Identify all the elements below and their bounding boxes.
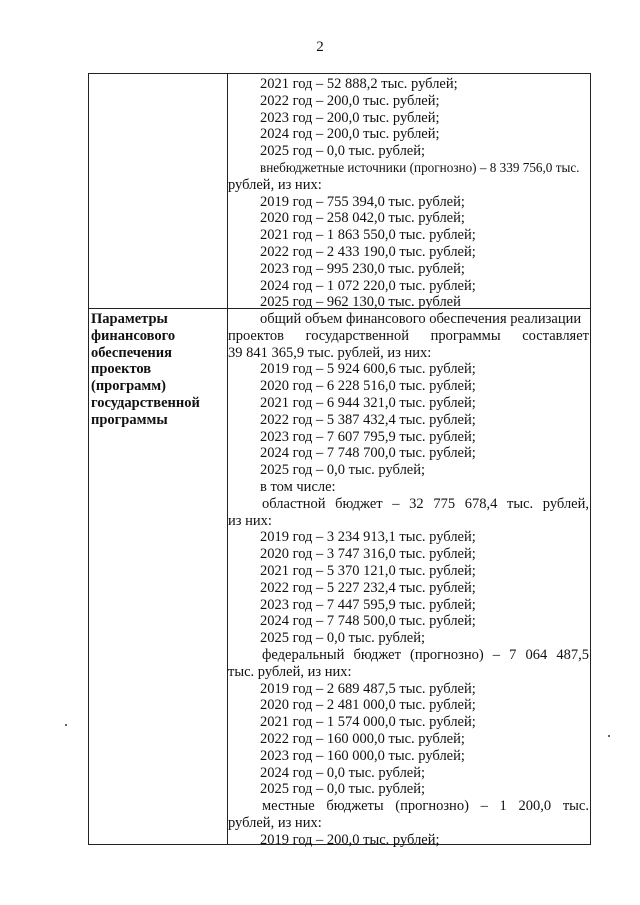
funding-line: 2021 год – 52 888,2 тыс. рублей;	[260, 76, 458, 92]
funding-line: 2024 год – 1 072 220,0 тыс. рублей;	[260, 277, 476, 294]
section-heading: в том числе:	[260, 478, 336, 495]
funding-line: 2024 год – 7 748 700,0 тыс. рублей;	[260, 445, 476, 462]
funding-source-heading-cont: из них:	[228, 512, 272, 529]
parameter-label-line: (программ)	[91, 378, 166, 395]
parameter-label-line: государственной	[91, 394, 200, 411]
bottom-row-content	[228, 311, 589, 849]
funding-line: 2019 год – 755 394,0 тыс. рублей;	[260, 193, 465, 210]
funding-source-heading: федеральный бюджет (прогнозно) – 7 064 487,5	[262, 646, 589, 663]
funding-line: 2025 год – 0,0 тыс. рублей;	[260, 781, 426, 798]
funding-line: 2021 год – 5 370 121,0 тыс. рублей;	[260, 562, 476, 579]
funding-line: 2024 год – 0,0 тыс. рублей;	[260, 764, 426, 781]
parameter-label-line: финансового	[91, 327, 176, 344]
funding-line: 2023 год – 200,0 тыс. рублей;	[260, 109, 440, 126]
funding-line: 2024 год – 200,0 тыс. рублей;	[260, 126, 440, 143]
funding-source-heading-cont: рублей, из них:	[228, 176, 322, 193]
funding-line: 2020 год – 3 747 316,0 тыс. рублей;	[260, 546, 476, 563]
funding-line: 2025 год – 0,0 тыс. рублей;	[260, 143, 426, 160]
paragraph-line: 39 841 365,9 тыс. рублей, из них:	[228, 344, 432, 361]
funding-source-heading: внебюджетные источники (прогнозно) – 8 339 756,0 тыс.	[260, 159, 580, 175]
funding-source-heading-cont: тыс. рублей, из них:	[228, 663, 352, 680]
funding-source-heading: областной бюджет – 32 775 678,4 тыс. рублей,	[262, 495, 589, 512]
funding-line: 2022 год – 2 433 190,0 тыс. рублей;	[260, 243, 476, 260]
funding-line: 2021 год – 1 863 550,0 тыс. рублей;	[260, 227, 476, 244]
funding-source-heading: местные бюджеты (прогнозно) – 1 200,0 тыс.	[262, 798, 589, 815]
funding-line: 2022 год – 160 000,0 тыс. рублей;	[260, 730, 465, 747]
funding-line: 2022 год – 200,0 тыс. рублей;	[260, 92, 440, 109]
funding-line: 2020 год – 258 042,0 тыс. рублей;	[260, 210, 465, 227]
parameter-label-line: обеспечения	[91, 344, 172, 361]
scan-speck	[65, 724, 67, 726]
paragraph-line: общий объем финансового обеспечения реализации	[260, 311, 582, 327]
parameter-label-line: проектов	[91, 361, 152, 378]
funding-line: 2023 год – 7 607 795,9 тыс. рублей;	[260, 428, 476, 445]
funding-line: 2025 год – 0,0 тыс. рублей;	[260, 462, 426, 479]
paragraph-line: проектов государственной программы составляет	[228, 327, 589, 344]
funding-line: 2025 год – 0,0 тыс. рублей;	[260, 630, 426, 647]
parameter-label-line: программы	[91, 411, 168, 428]
funding-line: 2022 год – 5 227 232,4 тыс. рублей;	[260, 579, 476, 596]
funding-source-heading-cont: рублей, из них:	[228, 814, 322, 831]
funding-line: 2019 год – 5 924 600,6 тыс. рублей;	[260, 361, 476, 378]
funding-line: 2021 год – 6 944 321,0 тыс. рублей;	[260, 394, 476, 411]
funding-line: 2020 год – 2 481 000,0 тыс. рублей;	[260, 697, 476, 714]
funding-line: 2024 год – 7 748 500,0 тыс. рублей;	[260, 613, 476, 630]
funding-line: 2019 год – 200,0 тыс. рублей;	[260, 831, 440, 848]
scan-speck	[608, 735, 610, 737]
funding-line: 2025 год – 962 130,0 тыс. рублей	[260, 294, 461, 311]
funding-line: 2021 год – 1 574 000,0 тыс. рублей;	[260, 714, 476, 731]
parameter-label-line: Параметры	[91, 311, 168, 327]
top-row-content	[228, 76, 589, 311]
funding-line: 2022 год – 5 387 432,4 тыс. рублей;	[260, 411, 476, 428]
funding-line: 2019 год – 3 234 913,1 тыс. рублей;	[260, 529, 476, 546]
funding-line: 2023 год – 995 230,0 тыс. рублей;	[260, 260, 465, 277]
funding-line: 2023 год – 7 447 595,9 тыс. рублей;	[260, 596, 476, 613]
funding-line: 2019 год – 2 689 487,5 тыс. рублей;	[260, 680, 476, 697]
parameter-label	[91, 311, 225, 429]
funding-table	[88, 73, 591, 848]
page-number: 2	[316, 39, 324, 55]
funding-line: 2023 год – 160 000,0 тыс. рублей;	[260, 747, 465, 764]
funding-line: 2020 год – 6 228 516,0 тыс. рублей;	[260, 378, 476, 395]
